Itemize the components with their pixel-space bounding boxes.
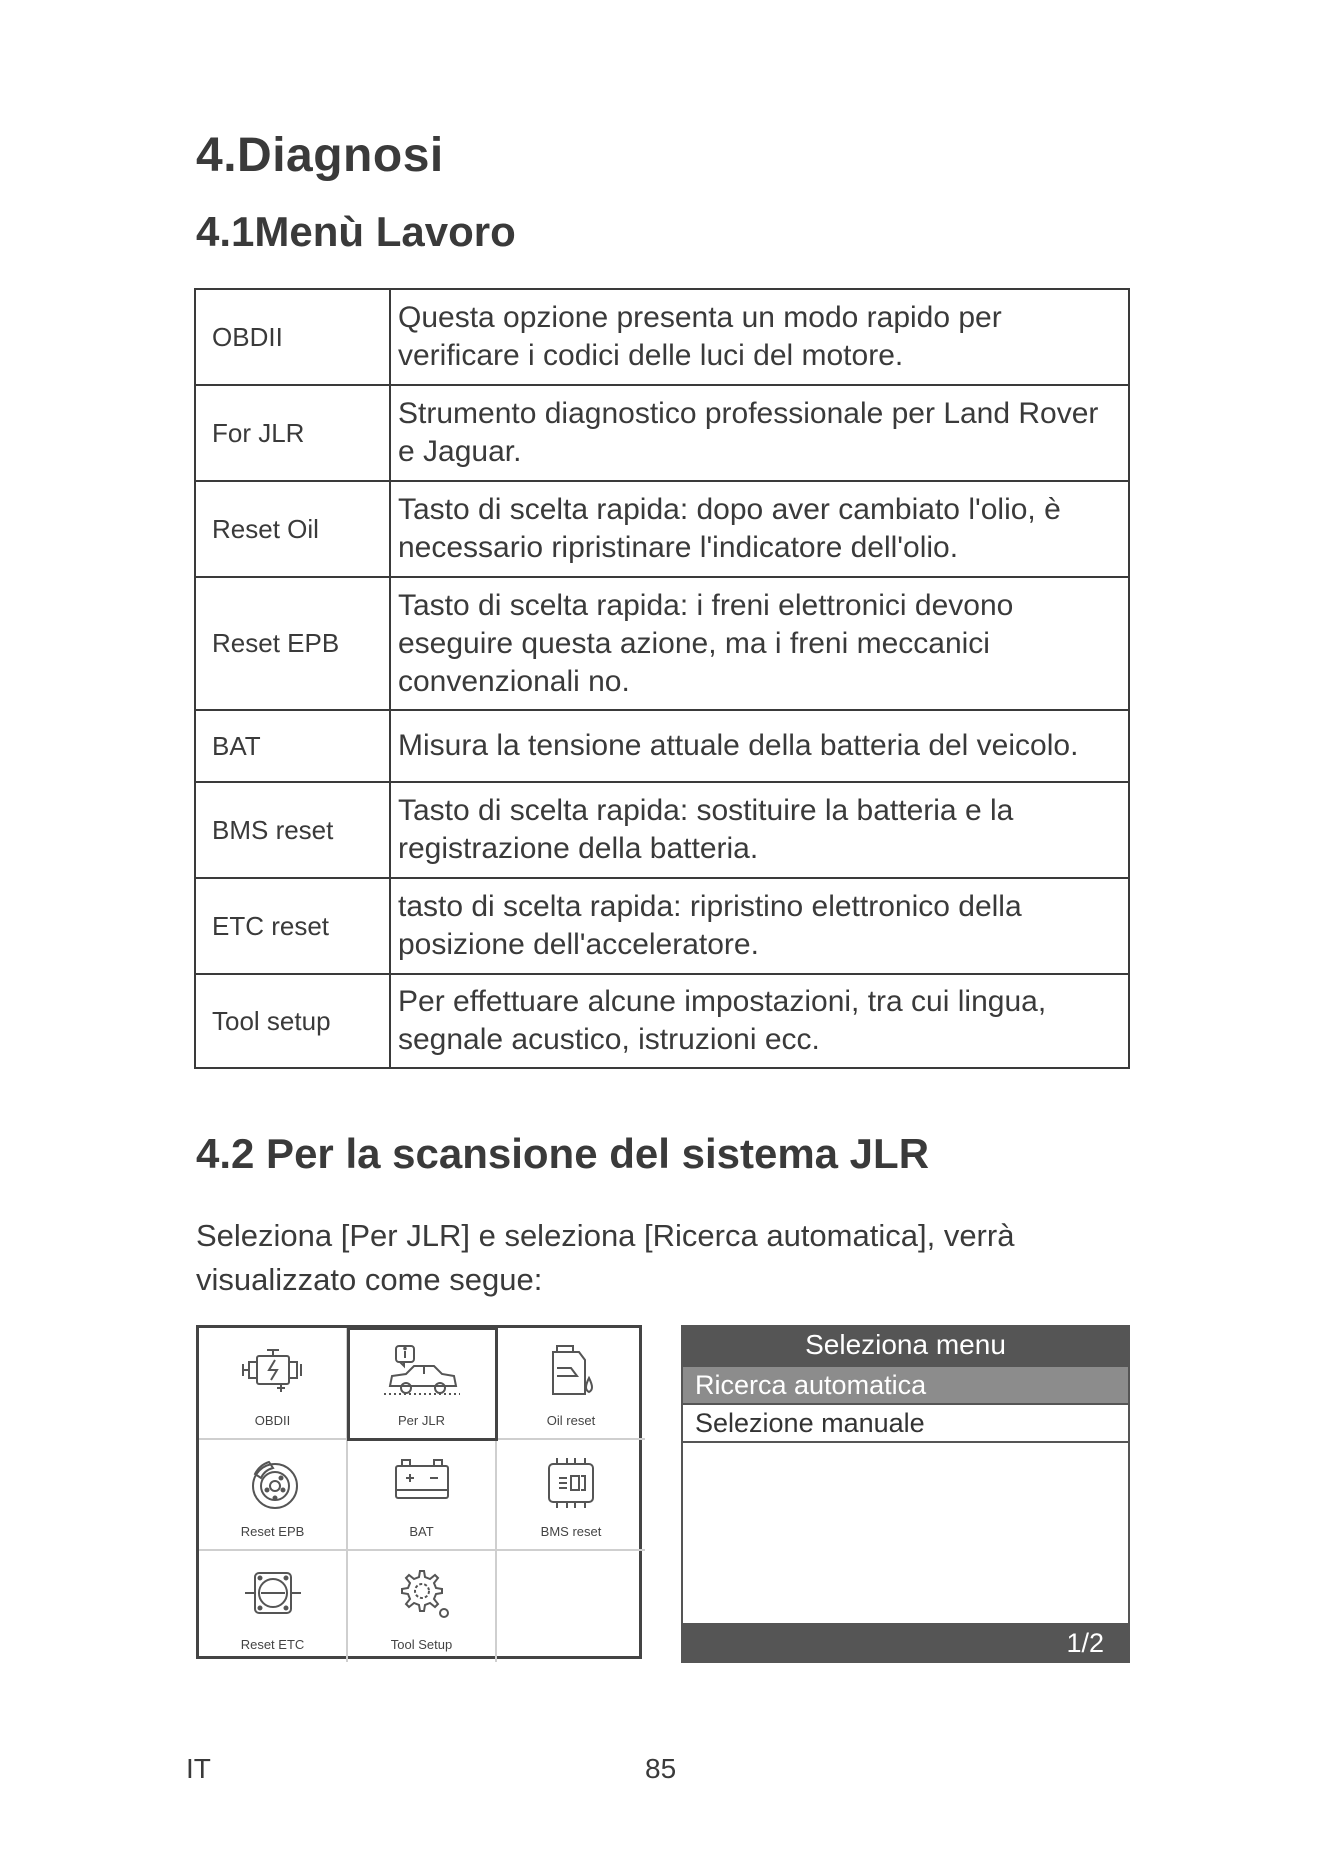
table-row bbox=[195, 481, 1129, 577]
page-indicator: 1/2 bbox=[1066, 1628, 1104, 1658]
menu-tile-obdii[interactable] bbox=[199, 1328, 348, 1440]
menu-description: Tasto di scelta rapida: dopo aver cambiato l'olio, è necessario ripristinare l'indicatore dell'olio. bbox=[390, 481, 1129, 577]
menu-tile-bms-reset[interactable] bbox=[497, 1440, 645, 1551]
menu-tile-tool-setup[interactable] bbox=[348, 1551, 497, 1662]
page-heading: 4.Diagnosi bbox=[196, 129, 444, 182]
screen-list bbox=[683, 1367, 1128, 1623]
device-main-menu-grid bbox=[196, 1325, 642, 1659]
menu-tile-reset-etc[interactable] bbox=[199, 1551, 348, 1662]
tile-label: Tool Setup bbox=[390, 1637, 453, 1652]
menu-option-manual-selection[interactable]: Selezione manuale bbox=[683, 1405, 1128, 1443]
engine-icon bbox=[237, 1342, 309, 1398]
menu-tile-per-jlr[interactable] bbox=[348, 1328, 497, 1440]
bms-module-icon bbox=[539, 1454, 603, 1514]
menu-tile-bat[interactable] bbox=[348, 1440, 497, 1551]
gear-icon bbox=[390, 1565, 454, 1623]
table-row bbox=[195, 782, 1129, 878]
battery-icon bbox=[390, 1454, 454, 1510]
menu-key: Tool setup bbox=[195, 974, 390, 1068]
table-row bbox=[195, 385, 1129, 481]
menu-tile-reset-epb[interactable] bbox=[199, 1440, 348, 1551]
tile-label: Oil reset bbox=[546, 1413, 596, 1428]
table-row bbox=[195, 710, 1129, 782]
instruction-paragraph: Seleziona [Per JLR] e seleziona [Ricerca automatica], verrà visualizzato come segue: bbox=[196, 1218, 1015, 1297]
car-info-icon bbox=[382, 1342, 462, 1400]
throttle-icon bbox=[241, 1565, 305, 1623]
section-heading-work-menu: 4.1Menù Lavoro bbox=[196, 208, 516, 255]
menu-description: Misura la tensione attuale della batteria del veicolo. bbox=[390, 710, 1129, 782]
menu-key: ETC reset bbox=[195, 878, 390, 974]
tile-label: Per JLR bbox=[398, 1413, 445, 1428]
menu-description: Tasto di scelta rapida: sostituire la batteria e la registrazione della batteria. bbox=[390, 782, 1129, 878]
oil-can-icon bbox=[541, 1342, 601, 1402]
menu-key: Reset Oil bbox=[195, 481, 390, 577]
menu-description: Tasto di scelta rapida: i freni elettronici devono eseguire questa azione, ma i freni meccanici convenzionali no. bbox=[390, 577, 1129, 710]
tile-label: Reset ETC bbox=[240, 1637, 305, 1652]
menu-key: BMS reset bbox=[195, 782, 390, 878]
menu-key: OBDII bbox=[195, 289, 390, 385]
menu-option-auto-search[interactable]: Ricerca automatica bbox=[683, 1367, 1128, 1405]
menu-key: BAT bbox=[195, 710, 390, 782]
footer-language: IT bbox=[186, 1753, 211, 1784]
tile-label: BMS reset bbox=[540, 1524, 602, 1539]
table-row bbox=[195, 878, 1129, 974]
tile-label: BAT bbox=[409, 1524, 434, 1539]
empty-tile bbox=[497, 1551, 645, 1662]
menu-description: Questa opzione presenta un modo rapido per verificare i codici delle luci del motore. bbox=[390, 289, 1129, 385]
device-select-menu-screen bbox=[681, 1325, 1130, 1663]
brake-disc-icon bbox=[243, 1454, 303, 1514]
section-heading-jlr-scan: 4.2 Per la scansione del sistema JLR bbox=[196, 1130, 930, 1177]
screen-title: Seleziona menu bbox=[805, 1329, 1006, 1360]
tile-label: OBDII bbox=[254, 1413, 291, 1428]
menu-key: For JLR bbox=[195, 385, 390, 481]
menu-description: Strumento diagnostico professionale per Land Rover e Jaguar. bbox=[390, 385, 1129, 481]
menu-tile-oil-reset[interactable] bbox=[497, 1328, 645, 1440]
table-row bbox=[195, 974, 1129, 1068]
table-row bbox=[195, 289, 1129, 385]
work-menu-table bbox=[194, 288, 1130, 1069]
tile-label: Reset EPB bbox=[240, 1524, 305, 1539]
menu-description: Per effettuare alcune impostazioni, tra cui lingua, segnale acustico, istruzioni ecc. bbox=[390, 974, 1129, 1068]
footer-page-number: 85 bbox=[645, 1753, 677, 1784]
menu-description: tasto di scelta rapida: ripristino elettronico della posizione dell'acceleratore. bbox=[390, 878, 1129, 974]
table-row bbox=[195, 577, 1129, 710]
menu-key: Reset EPB bbox=[195, 577, 390, 710]
